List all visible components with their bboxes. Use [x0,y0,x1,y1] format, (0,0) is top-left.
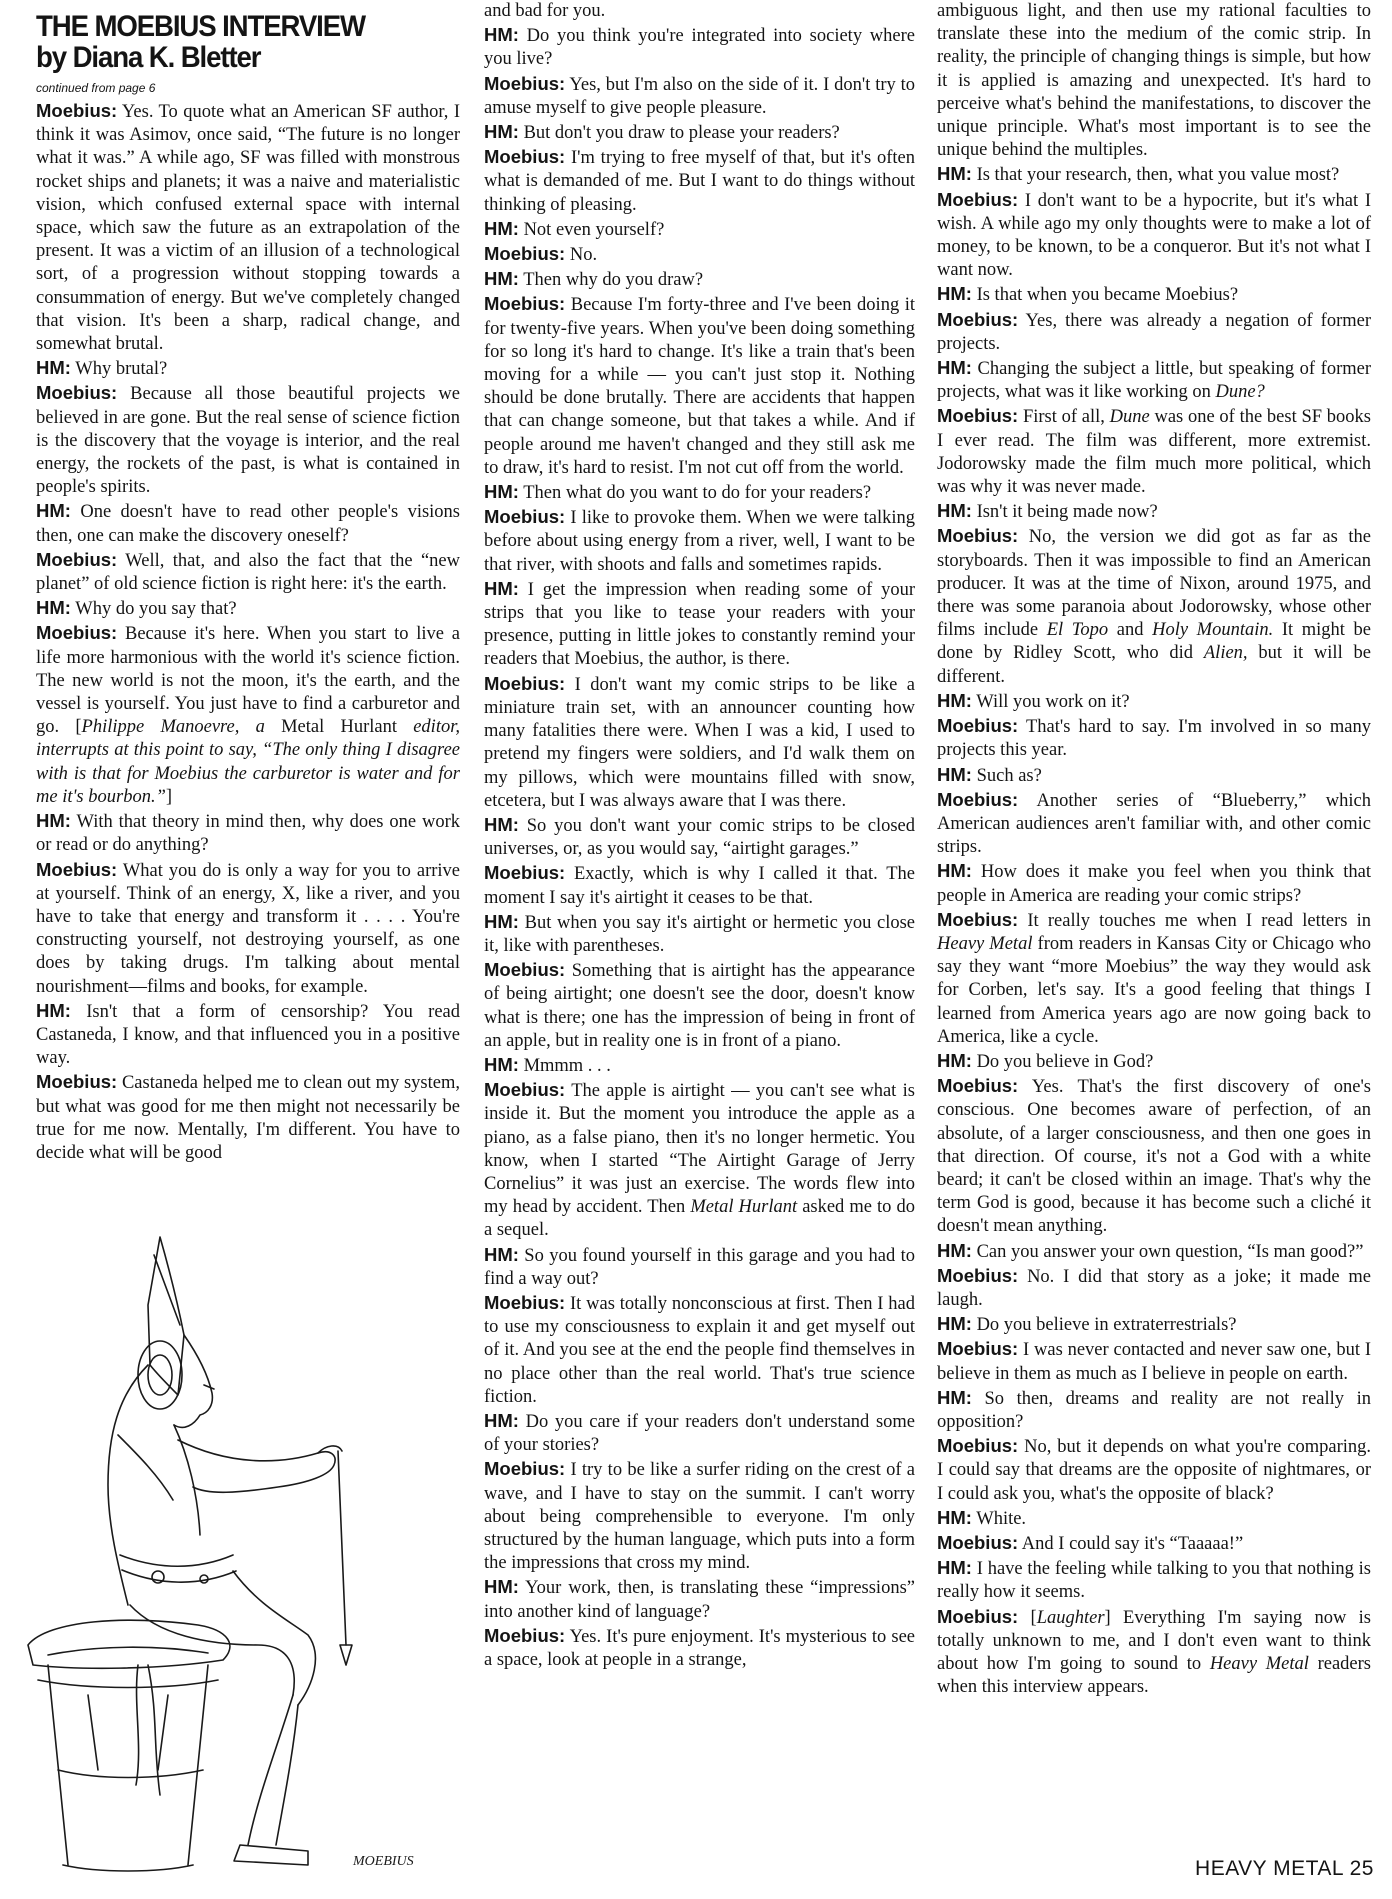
paragraph-text: ] Everything I'm saying now is totally unknown to me, and I don't even want to think about how I'm going to sound to [937,1607,1371,1675]
interview-paragraph [937,1074,1371,1238]
speaker-label: Moebius: [36,1071,118,1093]
paragraph-text: I don't want to be a hypocrite, but it's what I wish. A while ago my only thoughts were to make a lot of money, to be known, to be a conqueror. But it's not what I want now. [937,190,1371,281]
interview-paragraph [937,0,1371,162]
paragraph-text: Yes. It's pure enjoyment. It's mysterious to see a space, look at people in a strange, [484,1626,915,1671]
paragraph-text: Another series of “Blueberry,” which American audiences aren't familiar with, and other comic strips. [937,790,1371,858]
speaker-label: HM: [937,1313,972,1335]
speaker-label: HM: [36,999,71,1021]
interview-paragraph [36,356,460,381]
interview-paragraph [937,714,1371,762]
speaker-label: HM: [937,1557,972,1579]
interview-paragraph [36,999,460,1071]
italic-text: Heavy Metal [1209,1654,1309,1675]
speaker-label: Moebius: [937,1435,1019,1457]
paragraph-text: was one of the best SF books I ever read. The film was different, more extremist. Jodorowsky made the film much more political, which was why it was never made. [937,407,1371,498]
interview-paragraph [937,524,1371,688]
italic-text: Laughter [1036,1607,1105,1628]
interview-paragraph [484,672,915,813]
italic-text: Holy Mountain. [1152,620,1274,641]
paragraph-text: Your work, then, is translating these “impressions” into another kind of language? [484,1578,915,1622]
interview-paragraph [36,596,460,621]
interview-paragraph [937,1337,1371,1385]
interview-paragraph [36,99,460,356]
paragraph-text: But don't you draw to please your readers? [518,123,840,144]
speaker-label: HM: [937,763,972,785]
paragraph-text: So you found yourself in this garage and you had to find a way out? [484,1245,915,1289]
interview-paragraph [937,308,1371,356]
speaker-label: HM: [937,1239,972,1261]
interview-paragraph [484,0,915,23]
interview-paragraph [937,1605,1371,1700]
paragraph-text: I like to provoke them. When we were talking before about using energy from a river, well, I want to be that river, with shoots and falls and sometimes rapids. [484,508,915,575]
speaker-label: HM: [937,283,972,305]
paragraph-text: Is that when you became Moebius? [971,285,1239,306]
speaker-label: Moebius: [484,243,566,265]
speaker-label: HM: [937,1049,972,1071]
speaker-label: HM: [484,813,519,835]
italic-text: Alien, [1203,643,1248,664]
speaker-label: Moebius: [937,1264,1019,1286]
column-3-text [937,0,1371,1699]
speaker-label: Moebius: [484,1079,566,1101]
interview-paragraph [937,1556,1371,1604]
speaker-label: Moebius: [937,788,1019,810]
paragraph-text: I try to be like a surfer riding on the crest of a wave, and I have to stay on the summit. I can't worry about being comprehensible to everyone. I'm only structured by the human language, which puts into a form the impressions that cross my mind. [484,1460,915,1574]
speaker-label: HM: [36,810,71,832]
speaker-label: HM: [937,689,972,711]
speaker-label: HM: [484,481,519,503]
speaker-label: HM: [484,1243,519,1265]
interview-paragraph [484,1457,915,1575]
speaker-label: Moebius: [484,1624,566,1646]
byline: by Diana K. Bletter [36,41,261,74]
interview-paragraph [937,689,1371,714]
interview-paragraph [937,356,1371,404]
italic-text: Philippe Manoevre, a [81,717,265,738]
interview-paragraph [484,120,915,145]
paragraph-text: Why brutal? [70,359,168,380]
paragraph-text: Metal Hurlant [264,717,414,738]
paragraph-text: And I could say it's “Taaaaa!” [1018,1534,1244,1554]
paragraph-text: Do you care if your readers don't understand some of your stories? [484,1411,915,1456]
interview-paragraph [937,282,1371,307]
paragraph-text: Then what do you want to do for your readers? [518,483,872,504]
speaker-label: HM: [937,163,972,185]
paragraph-text: Do you believe in God? [971,1051,1154,1072]
article-title: THE MOEBIUS INTERVIEW [36,10,366,43]
paragraph-text: Because all those beautiful projects we believed in are gone. But the real sense of science fiction is the discovery that the voyage is interior, and the real energy, the rockets of the past, is what is contained in people's spirits. [36,384,460,498]
speaker-label: Moebius: [36,100,118,121]
paragraph-text: Exactly, which is why I called it that. The moment I say it's airtight it ceases to be that. [484,864,915,908]
column-2-text [484,0,915,1672]
paragraph-text: [ [1018,1607,1037,1628]
interview-paragraph [937,1239,1371,1264]
interview-paragraph [36,858,460,999]
italic-text: Dune [1109,407,1150,428]
paragraph-text: I get the impression when reading some of your strips that you like to tease your readers with your presence, putting in little jokes to constantly remind your readers that Moebius, the author, is there. [484,579,915,670]
speaker-label: HM: [937,500,972,522]
interview-paragraph [484,1243,915,1291]
interview-paragraph [937,763,1371,788]
speaker-label: HM: [36,500,71,522]
paragraph-text: Is that your research, then, what you value most? [971,165,1340,186]
speaker-label: Moebius: [484,1291,566,1313]
interview-paragraph [937,162,1371,187]
paragraph-text: I have the feeling while talking to you that nothing is really how it seems. [937,1559,1371,1603]
interview-paragraph [484,145,915,217]
paragraph-text: White. [971,1508,1027,1529]
paragraph-text: No. I did that story as a joke; it made me laugh. [937,1266,1371,1310]
paragraph-text: So you don't want your comic strips to be closed universes, or, as you would say, “airtight garages.” [484,815,915,860]
interview-paragraph [484,813,915,861]
interview-paragraph [484,505,915,577]
speaker-label: Moebius: [937,525,1019,547]
interview-paragraph [937,1264,1371,1312]
speaker-label: Moebius: [484,1458,566,1480]
paragraph-text: Isn't that a form of censorship? You read Castaneda, I know, and that influenced you in a positive way. [36,1001,460,1069]
speaker-label: HM: [484,1409,519,1431]
paragraph-text: I don't want my comic strips to be like a miniature train set, with an announcer counting how many fatalities there were. When I was a kid, I used to pretend my fingers were soldiers, and I'd walk them on my pillows, which were mountains filled with snow, etcetera, but I was always aware that I was there. [484,674,915,811]
speaker-label: Moebius: [484,672,566,694]
interview-paragraph [937,1531,1371,1556]
paragraph-text: Because it's here. When you start to live a life more harmonious with the world it's science fiction. The new world is not the moon, it's the earth, and the vessel is yourself. You just have to find a carburetor and go. [ [36,624,460,738]
paragraph-text: asked me to do a sequel. [484,1197,915,1241]
interview-paragraph [937,1434,1371,1506]
speaker-label: HM: [484,217,519,239]
paragraph-text: It really touches me when I read letters in [1018,910,1371,931]
speaker-label: HM: [484,24,519,46]
paragraph-text: Then why do you draw? [518,270,704,291]
paragraph-text: So then, dreams and reality are not really in opposition? [937,1388,1371,1432]
speaker-label: HM: [937,357,972,379]
interview-paragraph [484,1291,915,1409]
interview-paragraph [937,1386,1371,1434]
speaker-label: Moebius: [937,1605,1019,1627]
interview-paragraph [937,1312,1371,1337]
paragraph-text: That's hard to say. I'm involved in so many projects this year. [937,717,1371,761]
interview-paragraph [937,788,1371,860]
paragraph-text: Yes. To quote what an American SF author, I think it was Asimov, once said, “The future is no longer what it was.” A while ago, SF was filled with monstrous rocket ships and planets; it was a naive and materialistic vision, which confused external space with internal space, which saw the future as an extrapolation of the present. It was a victim of an illusion of a technological sort, of a progression without stopping towards a consummation of energy. But we've completely changed that vision. It's been a sharp, radical change, and somewhat brutal. [36,102,460,355]
interview-paragraph [484,958,915,1053]
paragraph-text: I'm trying to free myself of that, but it's often what is demanded of me. But I want to do things without thinking of pleasing. [484,148,915,215]
paragraph-text: Mmmm . . . [518,1055,611,1076]
interview-paragraph [484,861,915,909]
paragraph-text: Yes. That's the first discovery of one's conscious. One becomes aware of perfection, of an absolute, of a larger consciousness, and then one goes in that direction. Of course, it's not a God with a white beard; it can't be closed within an image. That's why the term God is good, because it has become such a cliché it doesn't mean anything. [937,1077,1371,1237]
interview-paragraph [937,1506,1371,1531]
interview-paragraph [484,242,915,267]
paragraph-text: from readers in Kansas City or Chicago who say they want “more Moebius” the way they would ask for Corben, let's say. It's a good feeling that things I learned from America years ago are now going back to America, like a cycle. [937,933,1371,1047]
interview-paragraph [484,217,915,242]
speaker-label: HM: [484,121,519,143]
speaker-label: Moebius: [484,862,566,884]
paragraph-text: It might be done by Ridley Scott, who did [937,620,1372,664]
interview-paragraph [484,72,915,120]
italic-text: Metal Hurlant [690,1197,798,1218]
speaker-label: Moebius: [937,308,1019,330]
paragraph-text: Not even yourself? [518,219,665,240]
speaker-label: HM: [937,860,972,882]
paragraph-text: ] [165,786,173,807]
interview-paragraph [937,404,1371,499]
speaker-label: Moebius: [937,1075,1019,1097]
speaker-label: Moebius: [937,908,1019,930]
speaker-label: HM: [484,910,519,932]
speaker-label: HM: [484,1053,519,1075]
paragraph-text: The apple is airtight — you can't see what is inside it. But the moment you introduce the apple as a piano, as a false piano, then it's no longer hermetic. You know, when I started “The Airtight Garage of Jerry Cornelius” it was just an exercise. The words flew into my head by accident. Then [484,1081,915,1218]
speaker-label: HM: [36,597,71,619]
speaker-label: Moebius: [484,959,566,981]
paragraph-text: Because I'm forty-three and I've been doing it for twenty-five years. When you've been doing something for so long it's hard to change. It's like a train that's been moving for a while — you can't just stop it. Nothing should be done brutally. There are accidents that happen that can change someone, but that takes a while. And if people around me haven't changed and they still ask me to draw, it's hard to resist. I'm not cut off from the world. [484,295,915,478]
interview-paragraph [484,1078,915,1242]
interview-paragraph [36,548,460,596]
paragraph-text: Castaneda helped me to clean out my system, but what was good for me then might not necessarily be true for me now. Mentally, I'm different. You have to decide what will be good [36,1073,460,1163]
interview-paragraph [36,381,460,499]
speaker-label: Moebius: [937,1532,1019,1553]
paragraph-text: It was totally nonconscious at first. Then I had to use my consciousness to explain it and get myself out of it. And you see at the end the people find themselves in no place other than the real world. That's true science fiction. [484,1293,915,1407]
paragraph-text: No, but it depends on what you're comparing. I could say that dreams are the opposite of nightmares, or I could ask you, what's the opposite of black? [937,1437,1371,1504]
page-footer: HEAVY METAL 25 [1195,1857,1374,1880]
interview-paragraph [937,1049,1371,1074]
artist-signature: MOEBIUS [353,1854,414,1869]
column-2 [484,0,915,1672]
paragraph-text: But when you say it's airtight or hermetic you close it, like with parentheses. [484,912,915,956]
speaker-label: HM: [937,1386,972,1408]
paragraph-text: readers when this interview appears. [937,1654,1372,1698]
interview-paragraph [484,1053,915,1078]
interview-paragraph [36,499,460,547]
column-1 [36,10,460,1165]
paragraph-text: What you do is only a way for you to arrive at yourself. Think of an energy, X, like a river, and you have to take that energy and transform it . . . . You're constructing yourself, not destroying yourself, as one does by taking drugs. I'm talking about mental nourishment—films and books, for example. [36,860,460,997]
paragraph-text: No. [565,245,598,266]
paragraph-text: With that theory in mind then, why does one work or read or do anything? [36,812,460,856]
interview-paragraph [36,1070,460,1165]
paragraph-text: and bad for you. [484,1,606,21]
paragraph-text: How does it make you feel when you think that people in America are reading your comic strips? [937,862,1371,906]
interview-paragraph [484,1624,915,1672]
speaker-label: Moebius: [484,72,566,94]
paragraph-text: ambiguous light, and then use my rational faculties to translate these into the medium of the comic strip. In reality, the principle of changing things is simple, but how it is applied is amazing and unexpected. It's hard to perceive what's behind the manifestations, to discover the unique principle. What's most important is to see the unique behind the multiples. [937,1,1371,161]
speaker-label: Moebius: [937,188,1019,210]
speaker-label: Moebius: [484,293,566,315]
paragraph-text: Something that is airtight has the appearance of being airtight; one doesn't see the door, doesn't know what is there; one has the impression of being in front of an apple, but in reality one is in front of a piano. [484,961,915,1051]
interview-paragraph [484,1575,915,1623]
interview-paragraph [484,1409,915,1457]
continued-note: continued from page 6 [36,81,156,95]
interview-paragraph [484,292,915,480]
column-3 [937,0,1371,1699]
interview-paragraph [36,621,460,809]
paragraph-text: Isn't it being made now? [971,502,1158,523]
interview-paragraph [937,859,1371,907]
interview-paragraph [484,910,915,958]
moebius-illustration [8,1225,478,1885]
paragraph-text: First of all, [1018,407,1110,428]
paragraph-text: Do you believe in extraterrestrials? [971,1315,1237,1336]
speaker-label: Moebius: [36,858,118,880]
speaker-label: HM: [484,268,519,290]
speaker-label: Moebius: [36,548,118,570]
speaker-label: Moebius: [36,622,118,644]
italic-text: El Topo [1046,620,1109,641]
paragraph-text: Well, that, and also the fact that the “new planet” of old science fiction is right here: it's the earth. [36,550,460,595]
paragraph-text: Can you answer your own question, “Is man good?” [971,1241,1364,1262]
speaker-label: Moebius: [937,1338,1019,1360]
paragraph-text: but it will be different. [937,643,1371,687]
paragraph-text: No, the version we did got as far as the storyboards. Then it was impossible to find an American producer. It was at the time of Nixon, around 1975, and there was some paranoia about Jodorowsky, whose other films include [937,527,1371,641]
paragraph-text: Will you work on it? [971,691,1130,712]
interview-paragraph [937,908,1371,1049]
paragraph-text: One doesn't have to read other people's visions then, one can make the discovery oneself? [36,502,460,546]
speaker-label: Moebius: [36,382,118,404]
paragraph-text: Do you think you're integrated into society where you live? [484,26,915,70]
paragraph-text: Yes, but I'm also on the side of it. I don't try to amuse myself to give people pleasure. [484,74,915,118]
speaker-label: HM: [36,357,71,379]
column-1-text [36,99,460,1165]
speaker-label: HM: [937,1506,972,1528]
paragraph-text: Yes, there was already a negation of former projects. [937,310,1371,354]
italic-text: Heavy Metal [937,933,1033,954]
speaker-label: HM: [484,577,519,599]
paragraph-text: Why do you say that? [70,599,237,620]
speaker-label: Moebius: [937,405,1019,427]
interview-paragraph [484,267,915,292]
seated-figure-drawing [28,1237,352,1871]
interview-paragraph [484,23,915,71]
italic-text: Dune? [1215,382,1265,403]
speaker-label: HM: [484,1576,519,1598]
interview-paragraph [36,809,460,857]
paragraph-text: Such as? [971,765,1042,786]
italic-text: editor, interrupts at this point to say, “The only thing I disagree with is that for Moebius the carburetor is water and for me it's bourbon.” [36,717,460,807]
interview-paragraph [484,480,915,505]
interview-paragraph [937,499,1371,524]
paragraph-text: Changing the subject a little, but speaking of former projects, what was it like working on [937,359,1371,403]
paragraph-text: and [1108,620,1153,641]
speaker-label: Moebius: [484,506,566,528]
paragraph-text: I was never contacted and never saw one, but I believe in them as much as I believe in people on earth. [937,1340,1371,1384]
speaker-label: Moebius: [937,715,1019,737]
interview-paragraph [484,577,915,672]
interview-paragraph [937,188,1371,283]
speaker-label: Moebius: [484,146,566,168]
